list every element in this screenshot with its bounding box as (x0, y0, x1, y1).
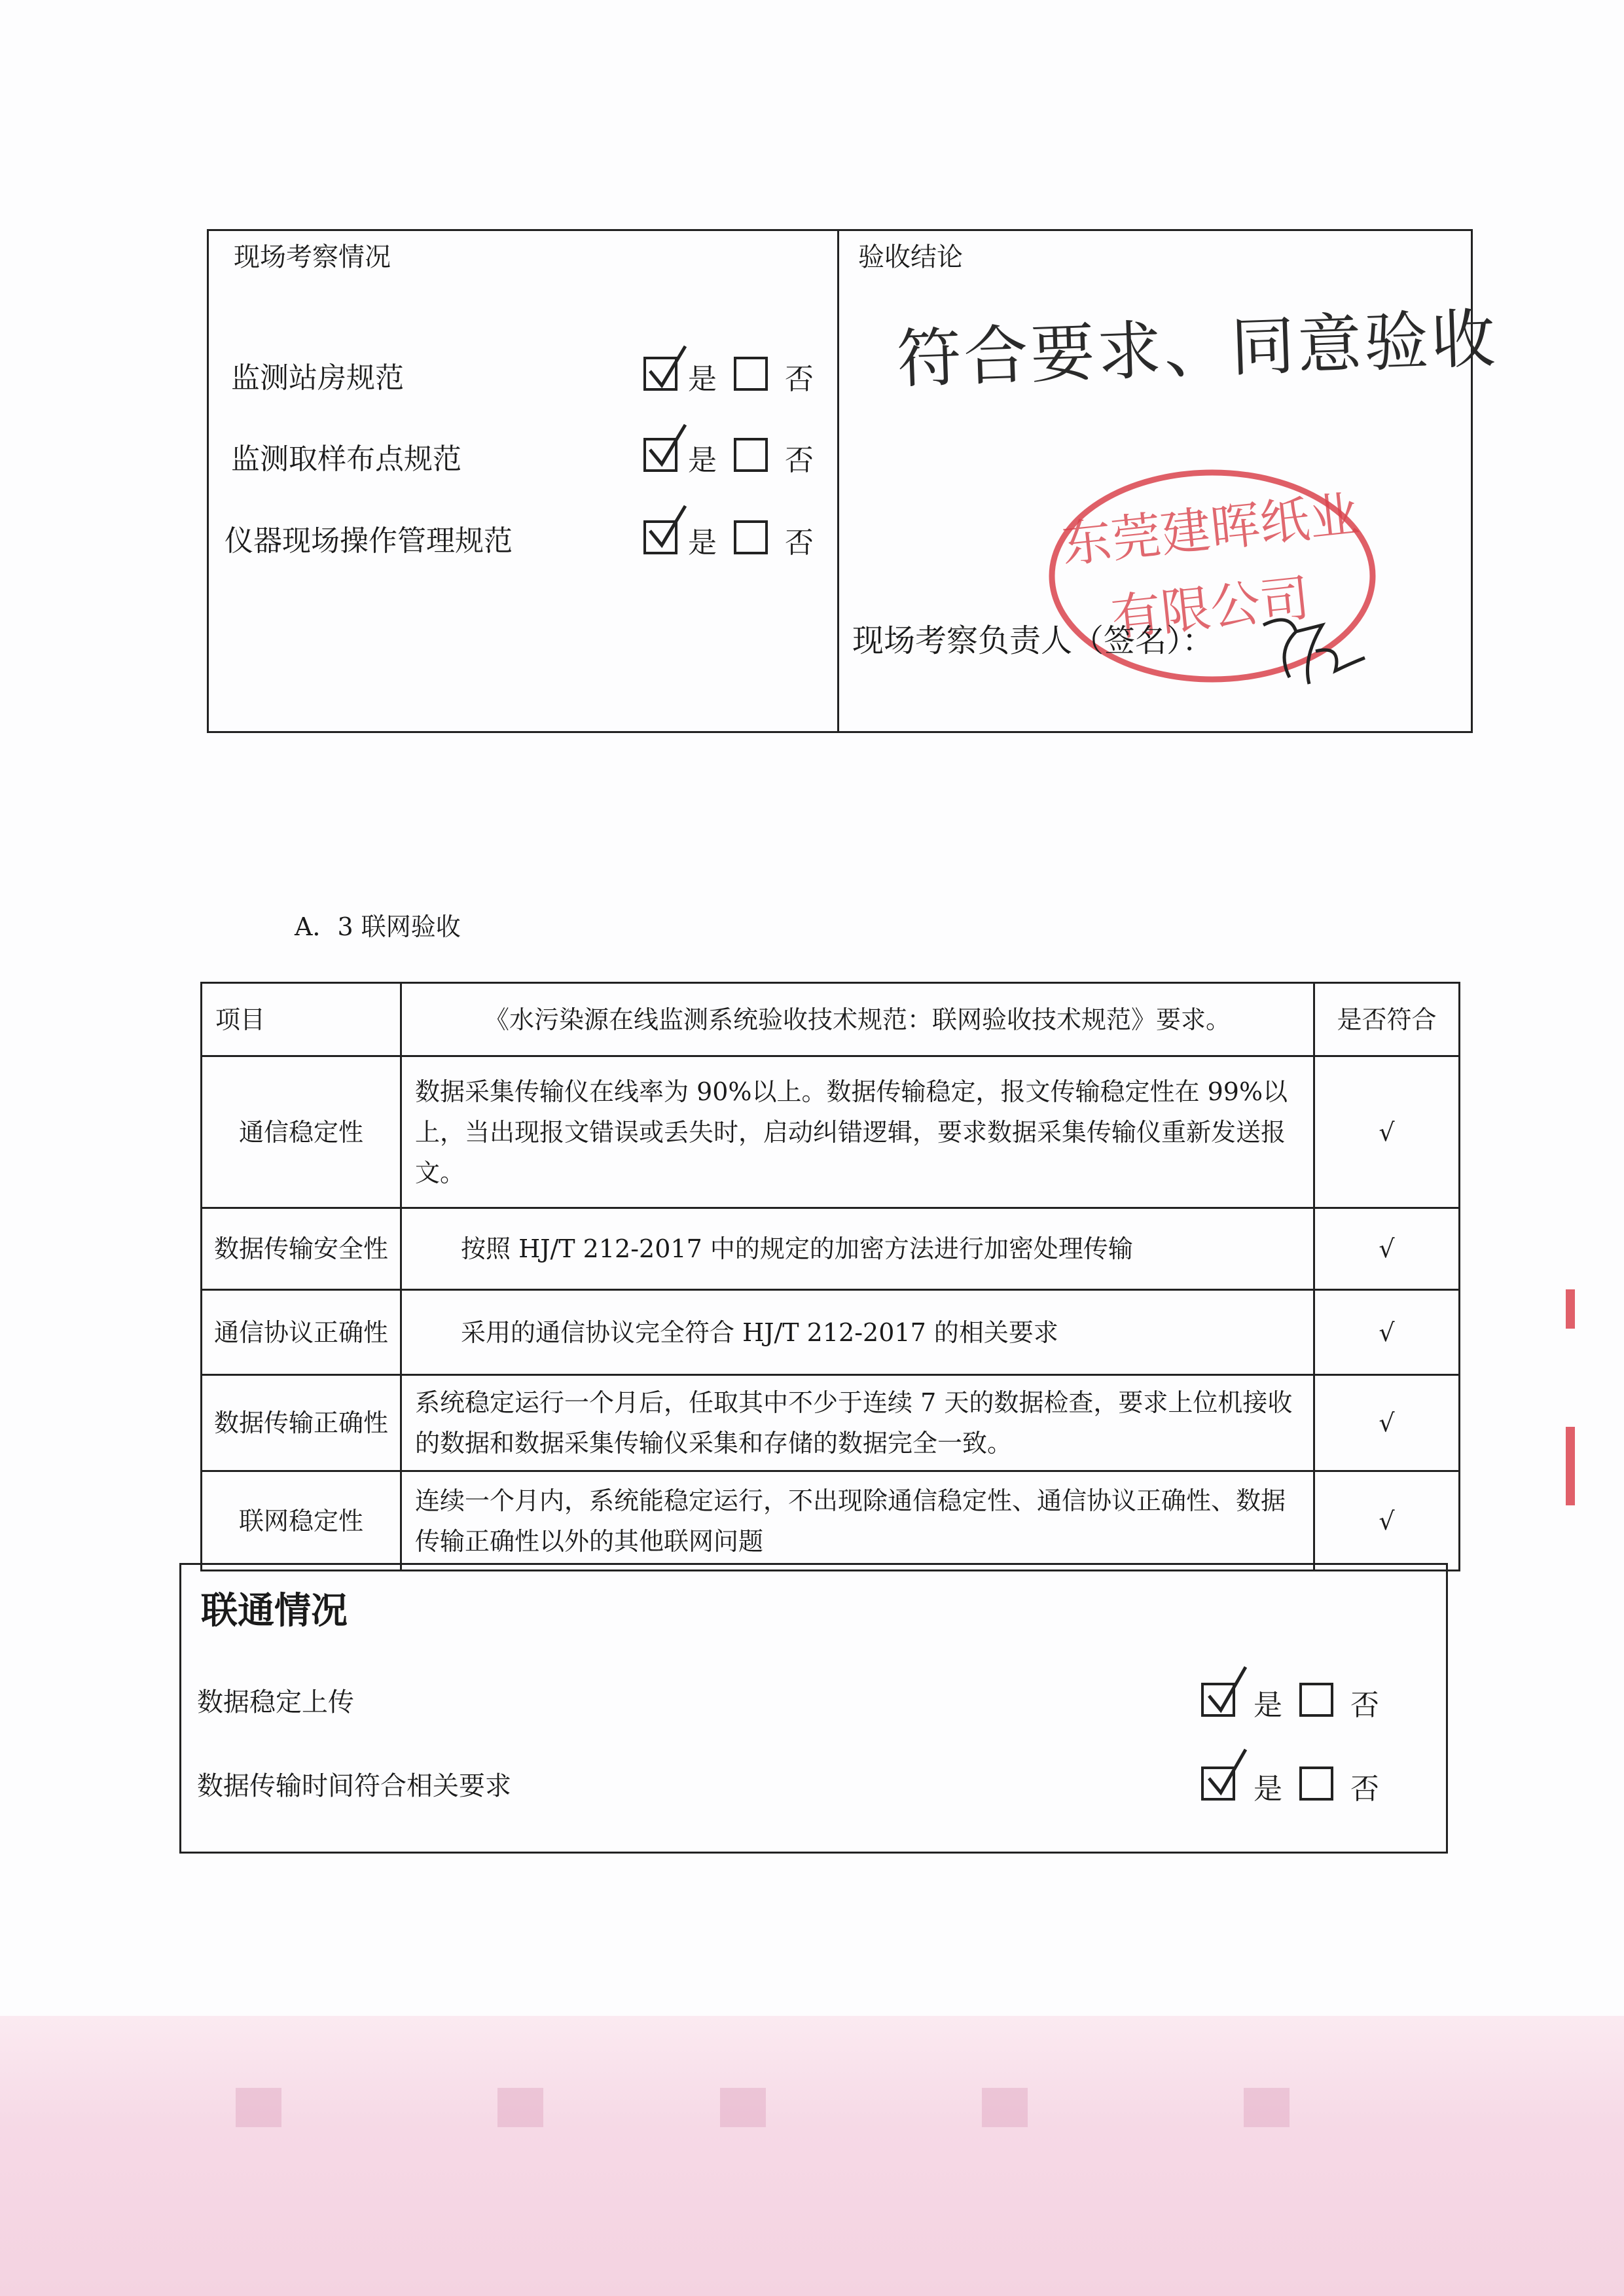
check-mark-icon (645, 342, 691, 395)
row-requirement: 系统稳定运行一个月后，任取其中不少于连续 7 天的数据检查，要求上位机接收的数据和数据采集传输仪采集和存储的数据完全一致。 (401, 1375, 1314, 1471)
yes-label: 是 (688, 526, 717, 560)
no-label: 否 (785, 363, 814, 396)
no-label: 否 (1350, 1689, 1379, 1722)
band-mark (236, 2088, 281, 2127)
table-row (202, 1290, 1460, 1375)
row-label: 数据稳定上传 (197, 1687, 354, 1717)
no-checkbox[interactable] (734, 438, 768, 472)
page-bottom-band (0, 2016, 1624, 2296)
row-requirement: 采用的通信协议完全符合 HJ/T 212-2017 的相关要求 (401, 1290, 1314, 1375)
yes-label: 是 (1254, 1689, 1282, 1722)
section-heading: A．3 联网验收 (295, 912, 461, 941)
no-label: 否 (785, 526, 814, 560)
row-compliance: √ (1314, 1290, 1460, 1375)
header-item: 项目 (202, 983, 401, 1056)
box-divider (837, 231, 839, 731)
handwritten-signature (1250, 605, 1368, 697)
row-compliance: √ (1314, 1208, 1460, 1290)
site-inspection-title: 现场考察情况 (234, 242, 391, 272)
check-mark-icon (645, 421, 691, 473)
band-mark (720, 2088, 766, 2127)
network-acceptance-table (200, 982, 1460, 1571)
row-label: 监测取样布点规范 (231, 442, 461, 476)
yes-label: 是 (688, 363, 717, 396)
table-row (202, 1375, 1460, 1471)
row-label: 仪器现场操作管理规范 (225, 524, 513, 558)
no-checkbox[interactable] (734, 357, 768, 391)
no-checkbox[interactable] (1299, 1767, 1333, 1801)
no-label: 否 (1350, 1772, 1379, 1806)
row-label: 监测站房规范 (231, 361, 404, 395)
connectivity-box (179, 1563, 1448, 1854)
row-item: 联网稳定性 (202, 1471, 401, 1571)
row-requirement: 按照 HJ/T 212-2017 中的规定的加密方法进行加密处理传输 (401, 1208, 1314, 1290)
row-item: 通信协议正确性 (202, 1290, 401, 1375)
row-compliance: √ (1314, 1375, 1460, 1471)
table-header-row (202, 983, 1460, 1056)
row-requirement: 数据采集传输仪在线率为 90%以上。数据传输稳定，报文传输稳定性在 99%以上，当出现报文错误或丢失时，启动纠错逻辑，要求数据采集传输仪重新发送报文。 (401, 1056, 1314, 1208)
table-row (202, 1208, 1460, 1290)
no-checkbox[interactable] (1299, 1683, 1333, 1717)
row-requirement: 连续一个月内，系统能稳定运行，不出现除通信稳定性、通信协议正确性、数据传输正确性以外的其他联网问题 (401, 1471, 1314, 1571)
connectivity-title: 联通情况 (201, 1589, 348, 1632)
row-item: 数据传输安全性 (202, 1208, 401, 1290)
row-compliance: √ (1314, 1471, 1460, 1571)
yes-label: 是 (1254, 1772, 1282, 1806)
conclusion-title: 验收结论 (858, 242, 963, 272)
edge-stamp-mark (1566, 1427, 1575, 1505)
check-mark-icon (1204, 1746, 1250, 1802)
row-label: 数据传输时间符合相关要求 (197, 1771, 511, 1801)
table-row (202, 1471, 1460, 1571)
conclusion-handwriting: 符合要求、同意验收 (895, 302, 1500, 397)
svg-text:东莞建晖纸业: 东莞建晖纸业 (1058, 484, 1362, 574)
band-mark (1244, 2088, 1290, 2127)
svg-text:有限公司: 有限公司 (1108, 568, 1313, 647)
header-compliance: 是否符合 (1314, 983, 1460, 1056)
row-item: 数据传输正确性 (202, 1375, 401, 1471)
band-mark (982, 2088, 1028, 2127)
header-requirement: 《水污染源在线监测系统验收技术规范：联网验收技术规范》要求。 (401, 983, 1314, 1056)
check-mark-icon (1204, 1663, 1250, 1719)
no-checkbox[interactable] (734, 520, 768, 554)
check-mark-icon (645, 502, 691, 554)
row-compliance: √ (1314, 1056, 1460, 1208)
row-item: 通信稳定性 (202, 1056, 401, 1208)
edge-stamp-mark (1566, 1289, 1575, 1329)
band-mark (497, 2088, 543, 2127)
no-label: 否 (785, 444, 814, 477)
yes-label: 是 (688, 444, 717, 477)
signature-label: 现场考察负责人（签名）： (852, 622, 1214, 659)
table-row (202, 1056, 1460, 1208)
